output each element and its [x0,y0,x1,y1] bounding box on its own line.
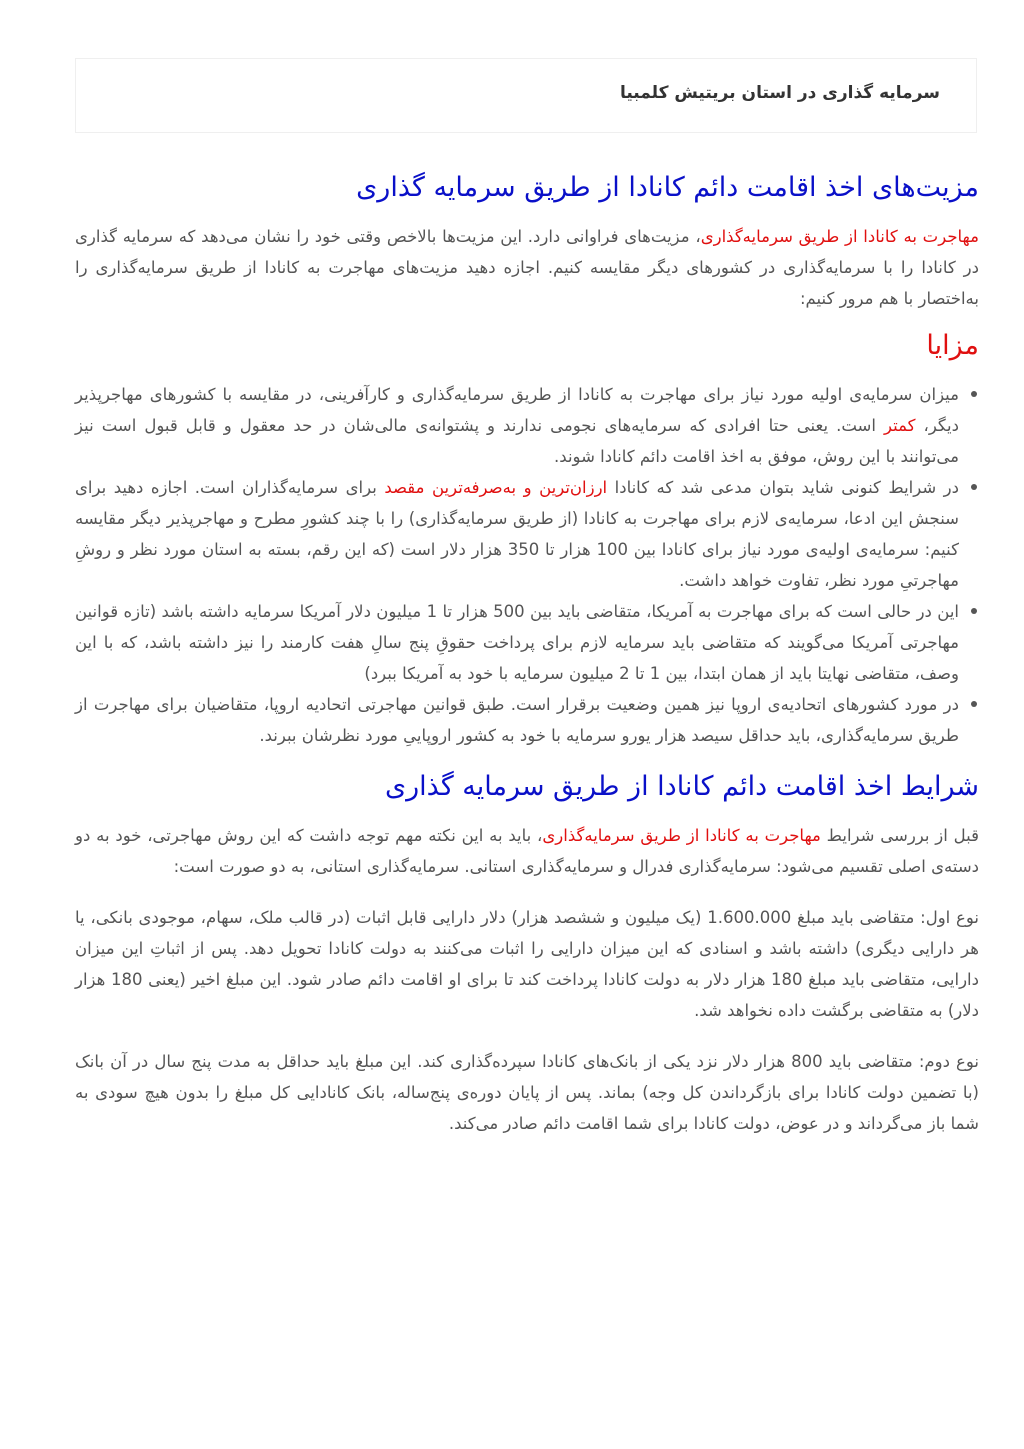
list-item-text: میزان سرمایه‌ی اولیه مورد نیاز برای مهاجرت به کانادا از طریق سرمایه‌گذاری و کارآفرینی، در مقایسه با کشورهای مهاجرپذیر دیگر، [75,385,959,436]
list-item-text: در مورد کشورهای اتحادیه‌ی اروپا نیز همین وضعیت برقرار است. طبق قوانین مهاجرتی اتحادیه اروپا، متقاضیان برای مهاجرت از طریق سرمایه‌گذاری، باید حداقل سیصد هزار یورو سرمایه با خود به کشور اروپاییِ مورد نظرشان ببرند. [75,695,959,746]
bullet-icon [971,391,977,397]
conditions-intro-text: قبل از بررسی شرایط [820,826,979,846]
type-two-paragraph: نوع دوم: متقاضی باید 800 هزار دلار نزد یکی از بانک‌های کانادا سپرده‌گذاری کند. این مبلغ باید حداقل به مدت پنج سال در آن بانک (با تضمین دولت کانادا برای بازگرداندن کل وجه) بماند. پس از پایان دوره‌ی پنج‌ساله، بانک کانادایی کل مبلغ را بدون هیچ سودی به شما باز می‌گرداند و در عوض، دولت کانادا برای شما اقامت دائم صادر می‌کند. [75,1052,979,1134]
intro-paragraph [75,221,979,314]
section-heading-benefits: مزیت‌های اخذ اقامت دائم کانادا از طریق سرمایه گذاری [356,172,979,203]
bullet-icon [971,701,977,707]
list-item [75,379,959,472]
immigration-investment-link[interactable]: مهاجرت به کانادا از طریق سرمایه‌گذاری [700,227,979,247]
list-item-text: در شرایط کنونی شاید بتوان مدعی شد که کانادا [607,478,959,498]
intro-text: ، مزیت‌های فراوانی دارد. این مزیت‌ها بالاخص وقتی خود را نشان می‌دهد که سرمایه گذاری در کانادا را با سرمایه‌گذاری در کشورهای دیگر مقایسه کنیم. اجازه دهید مزیت‌های مهاجرت به کانادا از طریق سرمایه‌گذاری را به‌اختصار با هم مرور کنیم: [75,227,979,309]
advantages-heading: مزایا [926,330,979,362]
list-item-text: است. یعنی حتا افرادی که سرمایه‌های نجومی ندارند و پشتوانه‌ی مالی‌شان در حد معقول و قابل قبول است نیز می‌توانند با این روش، موفق به اخذ اقامت دائم کانادا شوند. [75,416,959,467]
list-item [75,472,959,596]
bullet-icon [971,608,977,614]
bullet-icon [971,484,977,490]
section-heading-conditions: شرایط اخذ اقامت دائم کانادا از طریق سرمایه گذاری [384,771,979,803]
immigration-investment-link[interactable]: مهاجرت به کانادا از طریق سرمایه‌گذاری [542,826,821,846]
list-item [75,596,959,689]
list-item-text: برای سرمایه‌گذاران است. اجازه دهید برای سنجش این ادعا، سرمایه‌ی لازم برای مهاجرت به کانادا (از طریق سرمایه‌گذاری) را با چند کشورِ مطرح و مهاجرپذیر دیگر مقایسه کنیم: سرمایه‌ی اولیه‌ی مورد نیاز برای کانادا بین 100 هزار تا 350 هزار دلار است (که این رقم، بسته به استان مورد نظر و روشِ مهاجرتیِ مورد نظر، تفاوت خواهد داشت. [75,478,959,591]
highlight-link[interactable]: ارزان‌ترین و به‌صرفه‌ترین مقصد [384,478,608,498]
conditions-intro-paragraph [75,820,979,882]
highlight-text: کمتر [884,416,916,436]
article-content [75,158,979,1159]
title-box [75,58,977,133]
type-one-paragraph: نوع اول: متقاضی باید مبلغ 1.600.000 (یک میلیون و ششصد هزار) دلار دارایی قابل اثبات (در قالب ملک، سهام، موجودی بانکی، یا هر دارایی دیگری) داشته باشد و اسنادی که این میزان دارایی را اثبات می‌کنند به دولت کانادا تحویل دهد. پس از اثباتِ این میزان دارایی، متقاضی باید مبلغ 180 هزار دلار به دولت کانادا پرداخت کند تا برای او اقامت دائم صادر شود. این مبلغ اخیر (یعنی 180 هزار دلار) به متقاضی برگشت داده نخواهد شد. [75,908,979,1021]
conditions-intro-text: ، باید به این نکته مهم توجه داشت که این روش مهاجرتی، خود به دو دسته‌ی اصلی تقسیم می‌شود: سرمایه‌گذاری فدرال و سرمایه‌گذاری استانی. سرمایه‌گذاری استانی، به دو صورت است: [75,826,979,877]
list-item-text: این در حالی است که برای مهاجرت به آمریکا، متقاضی باید بین 500 هزار تا 1 میلیون دلار آمریکا سرمایه داشته باشد (تازه قوانین مهاجرتی آمریکا می‌گویند که متقاضی باید سرمایه لازم برای پرداخت حقوقِ پنج سالِ هفت کارمند را نیز داشته باشد، که با این وصف، متقاضی نهایتا باید از همان ابتدا، بین 1 تا 2 میلیون سرمایه با خود به آمریکا ببرد) [75,602,959,684]
list-item [75,689,959,751]
advantages-list [75,379,979,751]
box-title: سرمایه گذاری در استان بریتیش کلمبیا [619,83,940,103]
